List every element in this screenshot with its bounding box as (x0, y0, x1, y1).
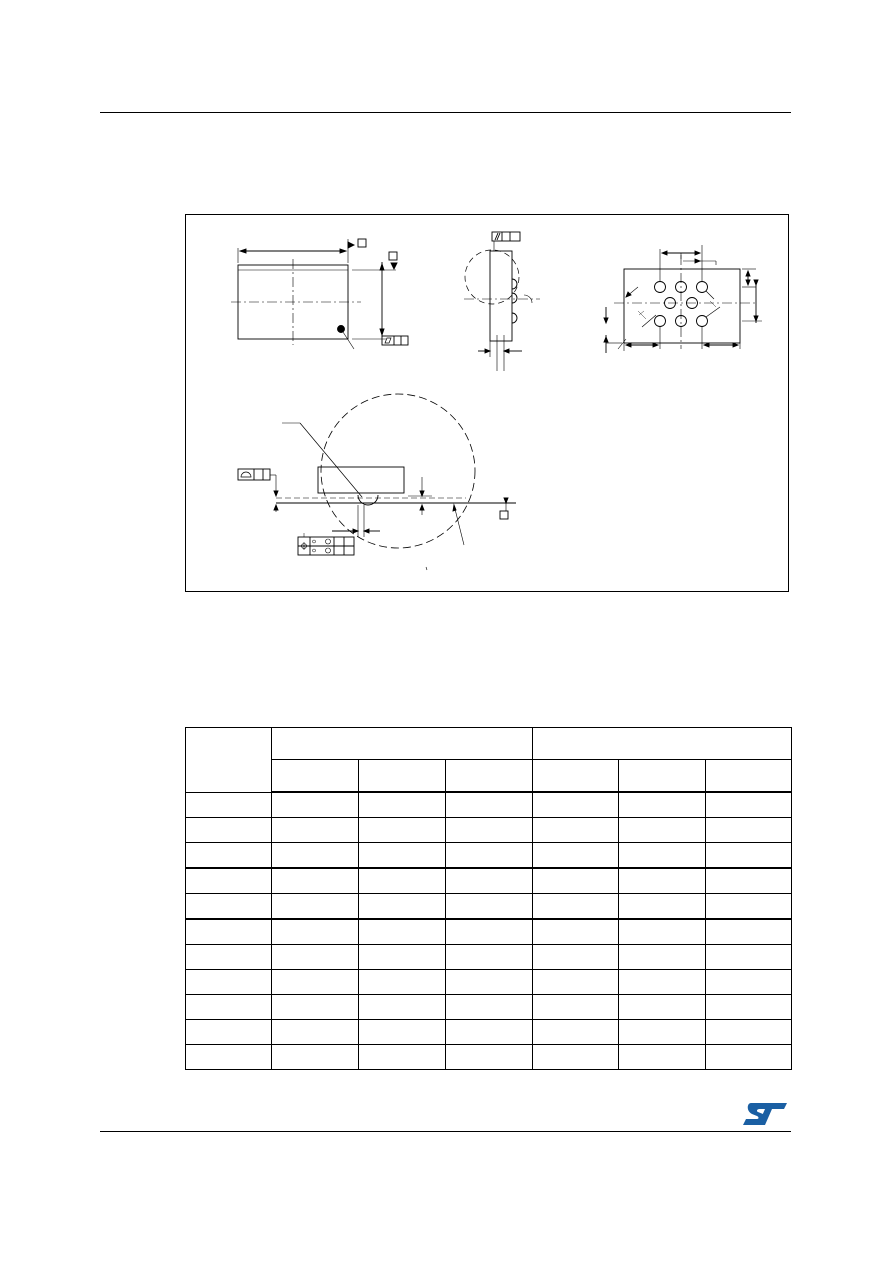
table-row (186, 818, 792, 843)
table-row (186, 1045, 792, 1070)
table-header-row (186, 728, 792, 760)
mechanical-drawing (186, 215, 790, 593)
table-row (186, 792, 792, 818)
side-view (464, 232, 540, 371)
top-view (231, 239, 408, 349)
st-logo-mark (741, 1101, 789, 1127)
group-header-cell (272, 728, 533, 760)
table-row (186, 868, 792, 894)
group-header-cell (533, 728, 792, 760)
subheader-cell (706, 760, 792, 793)
ball-marker (338, 326, 345, 333)
footer-rule (100, 1131, 791, 1132)
bottom-view (604, 245, 762, 353)
subheader-cell (619, 760, 706, 793)
table-row (186, 894, 792, 920)
package-outline-drawing (185, 214, 789, 592)
parallelism-symbol (492, 232, 520, 241)
subheader-cell (446, 760, 533, 793)
st-logo (741, 1101, 789, 1132)
profile-symbol (238, 469, 270, 480)
table-row (186, 970, 792, 995)
table-row (186, 919, 792, 945)
table-subheader-row (186, 760, 792, 793)
datum-box (389, 252, 397, 260)
subheader-cell (533, 760, 619, 793)
table-row (186, 995, 792, 1020)
table-row (186, 1020, 792, 1045)
table-row (186, 945, 792, 970)
flatness-symbol (382, 336, 408, 345)
header-rule (100, 112, 791, 113)
dimension-table (185, 727, 792, 1070)
datum-box (358, 239, 366, 247)
subheader-cell (272, 760, 359, 793)
subheader-cell (359, 760, 446, 793)
detail-view (238, 394, 516, 570)
position-symbol (298, 537, 354, 555)
table-row (186, 843, 792, 869)
datum-box (500, 511, 508, 519)
symbol-header-cell (186, 728, 272, 793)
